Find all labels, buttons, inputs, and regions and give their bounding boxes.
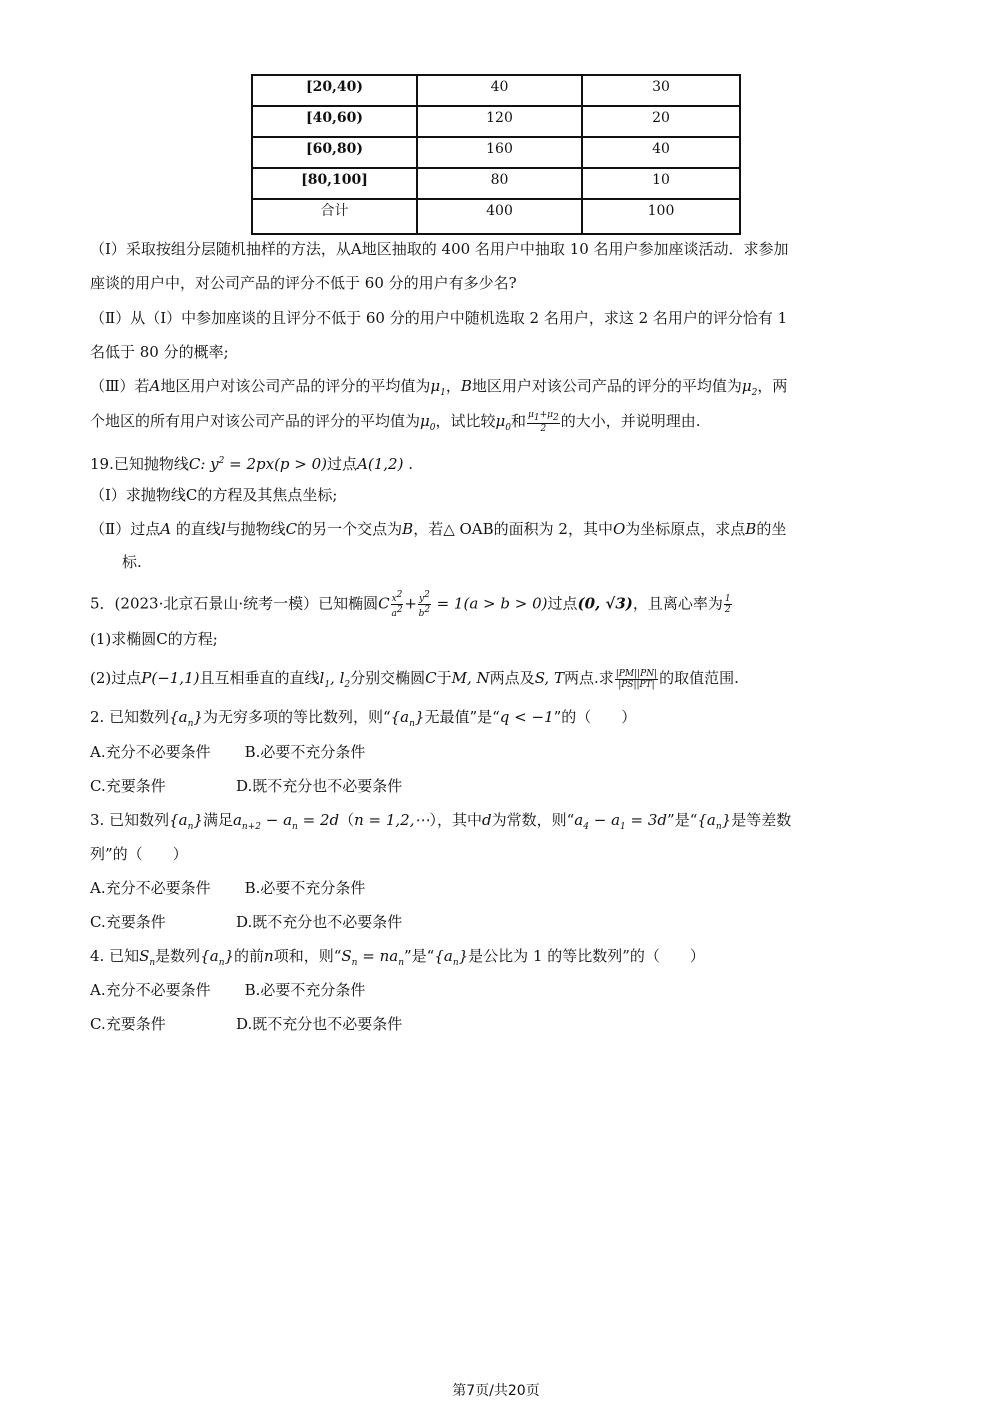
q18-part3-line2: 个地区的所有用户对该公司产品的评分的平均值为$\mu_0$，试比较$\mu_0$和 $\frac{\mu_1+\mu_2}{2}$ 的大小，并说明理由. bbox=[90, 410, 701, 434]
table-cell: [80,100] bbox=[252, 168, 417, 199]
q19-part2-line2: 标. bbox=[122, 553, 142, 571]
table-cell: 120 bbox=[417, 106, 582, 137]
q5-part2: (2)过点P(−1,1)且互相垂直的直线$l_1$, $l_2$分别交椭圆C于M, N两点及S, T两点.求 $\frac{|PM||PN|}{|PS||PT|}$ 的取值范围. bbox=[90, 668, 739, 690]
q2-option-a: A.充分不必要条件 bbox=[90, 743, 211, 761]
table-cell: 30 bbox=[582, 75, 740, 106]
q5-title: 5．(2023·北京石景山·统考一模）已知椭圆C $\frac{x^2}{a^2}$ + $\frac{y^2}{b^2}$ = 1(a > b > 0)过点(0, √3)，且离心率为 $\frac{1}{2}$ bbox=[90, 590, 731, 619]
table-row bbox=[252, 168, 740, 199]
q3-title-line1: 3. 已知数列$\{a_n\}$满足$a_{n+2} - a_n = 2d(n$ = 1,2,⋯），其中d为常数，则“$a_4 - a_1 = 3d$”是“$\{a_n\}$是等差数 bbox=[90, 811, 792, 832]
q19-part2-line1: （Ⅱ）过点A 的直线l与抛物线C的另一个交点为B，若△ OAB的面积为 2，其中O为坐标原点，求点B的坐 bbox=[90, 520, 787, 538]
q3-title-line2: 列”的（ ） bbox=[90, 845, 188, 863]
table-cell: 80 bbox=[417, 168, 582, 199]
q3-options-row1 bbox=[90, 877, 902, 899]
q3-options-row2 bbox=[90, 911, 902, 933]
table-cell: 160 bbox=[417, 137, 582, 168]
q4-title: 4. 已知$S_n$是数列$\{a_n\}$的前n项和，则“$S_n = na_n$”是“$\{a_n\}$是公比为 1 的等比数列”的（ ） bbox=[90, 947, 705, 968]
q4-option-b: B.必要不充分条件 bbox=[244, 981, 366, 999]
page-footer: 第7页/共20页 bbox=[452, 1383, 540, 1399]
q4-options-row2 bbox=[90, 1013, 902, 1035]
q3-option-d: D.既不充分也不必要条件 bbox=[236, 913, 403, 931]
table-cell: [60,80) bbox=[252, 137, 417, 168]
table-cell: 20 bbox=[582, 106, 740, 137]
table-row bbox=[252, 199, 740, 234]
q3-option-c: C.充要条件 bbox=[90, 913, 166, 931]
q2-option-b: B.必要不充分条件 bbox=[244, 743, 366, 761]
table-cell: [20,40) bbox=[252, 75, 417, 106]
table-row bbox=[252, 106, 740, 137]
table-cell: 100 bbox=[582, 199, 740, 234]
q19-part1: （Ⅰ）求抛物线C的方程及其焦点坐标; bbox=[90, 486, 338, 504]
q18-part3-line1: （Ⅲ）若A地区用户对该公司产品的评分的平均值为$\mu_1$，B地区用户对该公司产品的评分的平均值为$\mu_2$，两 bbox=[90, 377, 788, 398]
table-cell: 40 bbox=[417, 75, 582, 106]
q18-part2-line1: （Ⅱ）从（Ⅰ）中参加座谈的且评分不低于 60 分的用户中随机选取 2 名用户，求这 2 名用户的评分恰有 1 bbox=[90, 309, 788, 327]
q3-option-a: A.充分不必要条件 bbox=[90, 879, 211, 897]
q4-option-c: C.充要条件 bbox=[90, 1015, 166, 1033]
q4-option-a: A.充分不必要条件 bbox=[90, 981, 211, 999]
table-cell: 合计 bbox=[252, 199, 417, 234]
q2-option-d: D.既不充分也不必要条件 bbox=[236, 777, 403, 795]
q4-option-d: D.既不充分也不必要条件 bbox=[236, 1015, 403, 1033]
q19-title: 19.已知抛物线C: $y^2 = 2px(p > 0)$过点A(1,2) . bbox=[90, 455, 414, 473]
q18-part1-line1: （Ⅰ）采取按组分层随机抽样的方法，从A地区抽取的 400 名用户中抽取 10 名用户参加座谈活动．求参加 bbox=[90, 240, 789, 258]
q2-options-row2 bbox=[90, 775, 902, 797]
score-table bbox=[251, 74, 741, 235]
q2-title: 2. 已知数列$\{a_n\}$为无穷多项的等比数列，则“$\{a_n\}$无最值”是“q < −1”的（ ） bbox=[90, 708, 637, 729]
q18-part2-line2: 名低于 80 分的概率; bbox=[90, 343, 229, 361]
table-cell: 10 bbox=[582, 168, 740, 199]
table-cell: 400 bbox=[417, 199, 582, 234]
table-row bbox=[252, 75, 740, 106]
q2-option-c: C.充要条件 bbox=[90, 777, 166, 795]
table-cell: 40 bbox=[582, 137, 740, 168]
q4-options-row1 bbox=[90, 979, 902, 1001]
q18-part1-line2: 座谈的用户中，对公司产品的评分不低于 60 分的用户有多少名? bbox=[90, 274, 517, 292]
q5-part1: (1)求椭圆C的方程; bbox=[90, 630, 218, 648]
table-cell: [40,60) bbox=[252, 106, 417, 137]
q2-options-row1 bbox=[90, 741, 902, 763]
q3-option-b: B.必要不充分条件 bbox=[244, 879, 366, 897]
table-row bbox=[252, 137, 740, 168]
